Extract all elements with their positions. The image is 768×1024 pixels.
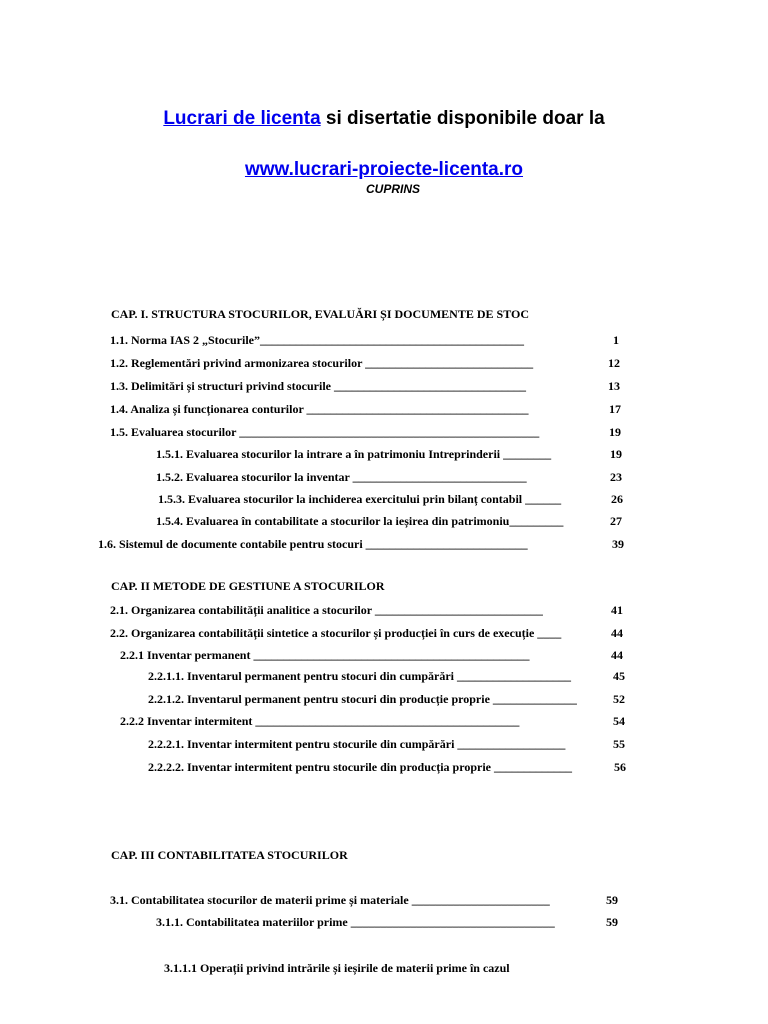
toc-entry-page: 19 bbox=[609, 425, 621, 439]
toc-entry-page: 23 bbox=[610, 470, 622, 484]
toc-entry-text: 2.2.1.2. Inventarul permanent pentru stocuri din producție proprie ______________ bbox=[148, 692, 577, 706]
toc-entry-text: 1.6. Sistemul de documente contabile pentru stocuri ___________________________ bbox=[98, 537, 528, 551]
toc-entry-text: 1.3. Delimitări și structuri privind stocurile ________________________________ bbox=[110, 379, 526, 393]
banner-text: si disertatie disponibile doar la bbox=[320, 108, 605, 129]
toc-entry-page: 1 bbox=[613, 333, 619, 347]
toc-entry-page: 59 bbox=[606, 915, 618, 929]
toc-entry-page: 41 bbox=[611, 603, 623, 617]
toc-entry-text: 2.2.1.1. Inventarul permanent pentru stocuri din cumpărări ___________________ bbox=[148, 669, 571, 683]
website-link[interactable]: www.lucrari-proiecte-licenta.ro bbox=[244, 159, 524, 180]
toc-entry-page: 54 bbox=[613, 714, 625, 728]
toc-entry-text: 2.2.2 Inventar intermitent ____________________________________________ bbox=[120, 714, 520, 728]
toc-entry-text: 1.5.1. Evaluarea stocurilor la intrare a în patrimoniu Intreprinderii ________ bbox=[156, 447, 552, 461]
chapter-heading: CAP. II METODE DE GESTIUNE A STOCURILOR bbox=[111, 579, 385, 593]
toc-entry-page: 26 bbox=[611, 492, 623, 506]
toc-entry-text: 1.4. Analiza și funcționarea conturilor _____________________________________ bbox=[110, 402, 529, 416]
toc-entry-text: 1.1. Norma IAS 2 „Stocurile”____________________________________________ bbox=[110, 333, 524, 347]
toc-entry-page: 56 bbox=[614, 760, 626, 774]
toc-entry-text: 2.2.2.1. Inventar intermitent pentru stocurile din cumpărări __________________ bbox=[148, 737, 566, 751]
cuprins-title: CUPRINS bbox=[365, 182, 420, 196]
toc-entry-page: 17 bbox=[609, 402, 621, 416]
toc-entry-page: 44 bbox=[611, 648, 623, 662]
toc-entry-page: 39 bbox=[612, 537, 624, 551]
toc-entry-text: 1.2. Reglementări privind armonizarea stocurilor ____________________________ bbox=[110, 356, 534, 370]
toc-entry-text: 2.2. Organizarea contabilității sintetice a stocurilor și producției în curs de execuție ____ bbox=[110, 626, 562, 640]
toc-entry-page: 27 bbox=[610, 514, 622, 528]
toc-entry-text: 3.1. Contabilitatea stocurilor de materii prime și materiale _______________________ bbox=[110, 893, 550, 907]
toc-entry-text: 3.1.1.1 Operații privind intrările și ieșirile de materii prime în cazul bbox=[164, 961, 510, 975]
toc-entry-text: 1.5.2. Evaluarea stocurilor la inventar _____________________________ bbox=[156, 470, 527, 484]
toc-entry-text: 1.5.3. Evaluarea stocurilor la inchiderea exercitului prin bilanț contabil ______ bbox=[158, 492, 562, 506]
lucrari-link[interactable]: Lucrari de licenta bbox=[163, 108, 321, 129]
toc-entry-page: 45 bbox=[613, 669, 625, 683]
toc-entry-text: 1.5.4. Evaluarea în contabilitate a stocurilor la ieșirea din patrimoniu_________ bbox=[156, 514, 564, 528]
toc-entry-text: 2.2.1 Inventar permanent ______________________________________________ bbox=[120, 648, 530, 662]
toc-entry-text: 2.2.2.2. Inventar intermitent pentru stocurile din producția proprie _____________ bbox=[148, 760, 572, 774]
toc-entry-page: 19 bbox=[610, 447, 622, 461]
toc-entry-page: 55 bbox=[613, 737, 625, 751]
chapter-heading: CAP. III CONTABILITATEA STOCURILOR bbox=[111, 848, 348, 862]
toc-entry-text: 1.5. Evaluarea stocurilor __________________________________________________ bbox=[110, 425, 540, 439]
toc-entry-page: 13 bbox=[608, 379, 620, 393]
toc-entry-page: 12 bbox=[608, 356, 620, 370]
banner-line-1 bbox=[0, 108, 768, 130]
banner-line-2 bbox=[0, 159, 768, 181]
toc-entry-page: 44 bbox=[611, 626, 623, 640]
toc-entry-text: 3.1.1. Contabilitatea materiilor prime __________________________________ bbox=[156, 915, 555, 929]
toc-entry-page: 52 bbox=[613, 692, 625, 706]
toc-entry-page: 59 bbox=[606, 893, 618, 907]
chapter-heading: CAP. I. STRUCTURA STOCURILOR, EVALUĂRI ȘI DOCUMENTE DE STOC bbox=[111, 307, 529, 321]
toc-entry-text: 2.1. Organizarea contabilității analitice a stocurilor ____________________________ bbox=[110, 603, 543, 617]
